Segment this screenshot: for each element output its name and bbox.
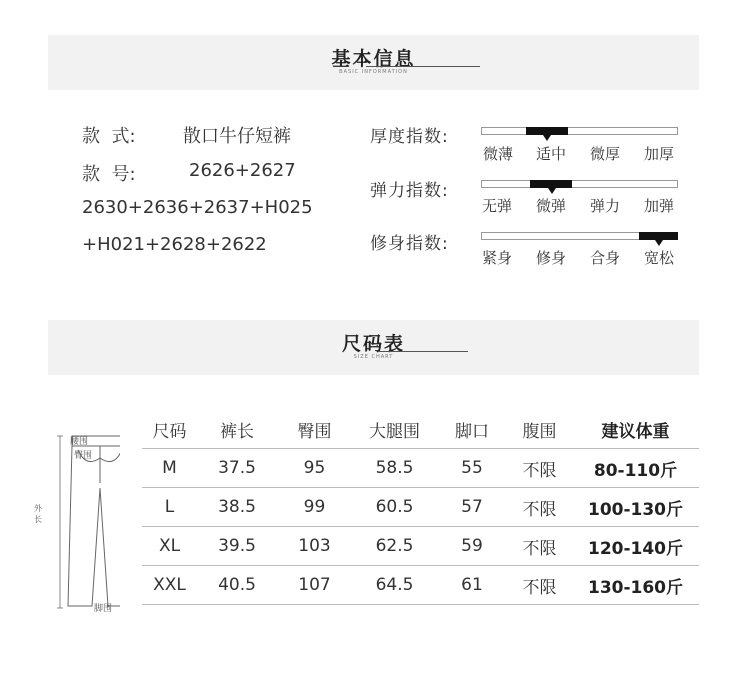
size-chart-subtitle: SIZE CHART [353,354,394,360]
cell-hip: 107 [277,566,352,605]
elasticity-index-marker [530,180,572,188]
basic-info-banner [48,35,699,90]
table-row [142,488,699,527]
cell-belly: 不限 [507,566,572,605]
cell-hem: 61 [437,566,507,605]
cell-weight: 100-130斤 [572,488,699,527]
cell-thigh: 60.5 [352,488,437,527]
fit-option: 紧身 [481,249,512,267]
thickness-option: 微薄 [482,145,513,163]
header-size: 尺码 [142,410,197,449]
cell-hem: 57 [437,488,507,527]
cell-size: M [142,449,197,488]
fit-index-label: 修身指数: [370,234,449,254]
table-row [142,449,699,488]
table-header-row [142,410,699,449]
style-value: 散口牛仔短裤 [183,126,291,147]
thickness-option: 微厚 [589,145,620,163]
cell-belly: 不限 [507,527,572,566]
cell-size: L [142,488,197,527]
basic-info-subtitle: BASIC INFORMATION [339,69,408,75]
table-row [142,527,699,566]
elasticity-option: 加弹 [643,197,674,215]
cell-hem: 55 [437,449,507,488]
cell-hip: 99 [277,488,352,527]
header-belly: 腹围 [507,410,572,449]
banner-divider [378,351,468,352]
cell-size: XXL [142,566,197,605]
number-label: 款 号: [82,164,136,185]
thickness-option: 适中 [535,145,566,163]
header-thigh: 大腿围 [352,410,437,449]
cell-size: XL [142,527,197,566]
elasticity-index-pointer [548,188,556,194]
thickness-index-pointer [543,135,551,141]
number-line-1: 2626+2627 [189,160,296,181]
thickness-index-label: 厚度指数: [370,127,449,147]
pants-measurement-diagram [20,428,120,622]
cell-belly: 不限 [507,449,572,488]
elasticity-option: 弹力 [589,197,620,215]
header-length: 裤长 [197,410,277,449]
cell-weight: 120-140斤 [572,527,699,566]
fit-option: 宽松 [643,249,674,267]
fit-index-marker [639,232,678,240]
header-weight: 建议体重 [572,410,699,449]
elasticity-option: 微弹 [535,197,566,215]
cell-length: 38.5 [197,488,277,527]
fit-index-bar [481,232,678,240]
waist-label: 腰围 [70,437,89,447]
size-chart-title: 尺码表 [341,333,405,355]
cell-length: 40.5 [197,566,277,605]
banner-divider [366,66,480,67]
cell-length: 37.5 [197,449,277,488]
size-chart-banner [48,320,699,375]
hem-label: 脚围 [94,604,113,614]
header-hem: 脚口 [437,410,507,449]
fit-index-pointer [655,240,663,246]
size-table [142,410,699,605]
elasticity-option: 无弹 [481,197,512,215]
style-label: 款 式: [82,126,136,147]
cell-thigh: 62.5 [352,527,437,566]
cell-length: 39.5 [197,527,277,566]
basic-info-title: 基本信息 [331,48,416,70]
cell-weight: 80-110斤 [572,449,699,488]
table-row [142,566,699,605]
cell-hip: 103 [277,527,352,566]
elasticity-index-label: 弹力指数: [370,181,449,201]
cell-weight: 130-160斤 [572,566,699,605]
cell-thigh: 64.5 [352,566,437,605]
hip-label: 臀围 [74,451,93,461]
fit-option: 合身 [589,249,620,267]
cell-hem: 59 [437,527,507,566]
thickness-index-bar [481,127,678,135]
cell-hip: 95 [277,449,352,488]
thickness-index-marker [526,127,568,135]
cell-belly: 不限 [507,488,572,527]
elasticity-index-bar [481,180,678,188]
length-label: 外长 [34,504,42,524]
cell-thigh: 58.5 [352,449,437,488]
thickness-option: 加厚 [643,145,674,163]
header-hip: 臀围 [277,410,352,449]
number-line-2: 2630+2636+2637+H025 [82,197,313,218]
fit-option: 修身 [535,249,566,267]
number-line-3: +H021+2628+2622 [82,234,267,255]
